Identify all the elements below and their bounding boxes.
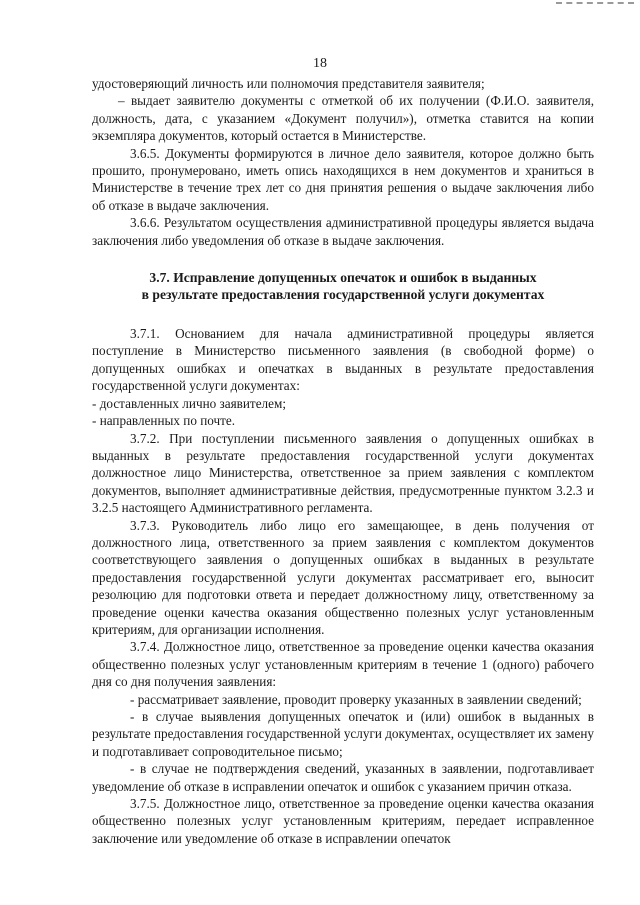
paragraph-3-7-3: 3.7.3. Руководитель либо лицо его замещающее, в день получения от должностного лица, ответственного за прием заявления с комплектом документов соответствующего заявления о допущенных ошибках в выданных в результате предоставления государственной услуги документах рассматривает его, выносит резолюцию для подготовки ответа и передает должностному лицу, ответственному за проведение оценки качества оказания общественно полезных услуг установленным критериям, для организации исполнения.: [92, 517, 594, 637]
paragraph-3-7-2: 3.7.2. При поступлении письменного заявления о допущенных ошибках в выданных в результате предоставления государственной услуги документах должностное лицо Министерства, ответственное за прием заявления с комплектом документов, выполняет административные действия, предусмотренные пунктом 3.2.3 и 3.2.5 настоящего Административного регламента.: [92, 430, 594, 516]
scan-corner-mark: [556, 2, 634, 6]
list-item: - направленных по почте.: [92, 413, 236, 429]
list-item: - в случае не подтверждения сведений, указанных в заявлении, подготавливает уведомление об отказе в исправлении опечаток и ошибок с указанием причин отказа.: [92, 761, 594, 794]
paragraph-continuation: удостоверяющий личность или полномочия представителя заявителя;: [92, 76, 485, 91]
paragraph-3-7-1: 3.7.1. Основанием для начала административной процедуры является поступление в Министерство письменного заявления (в свободной форме) о допущенных ошибках и опечатках в выданных в результате предоставления государственной услуги документах:: [92, 326, 594, 394]
list-item: - в случае выявления допущенных опечаток и (или) ошибок в выданных в результате предоставления государственной услуги документах, осуществляет их замену и подготавливает сопроводительное письмо;: [92, 709, 595, 759]
section-title-line-2: в результате предоставления государственной услуги документах: [141, 287, 545, 303]
paragraph-3-7-5: 3.7.5. Должностное лицо, ответственное за проведение оценки качества оказания общественно полезных услуг установленным критериям, передает исправленное заключение или уведомление об отказе в исправлении опечаток: [92, 796, 594, 846]
section-title: [92, 269, 594, 303]
paragraph-3-6-6: 3.6.6. Результатом осуществления административной процедуры является выдача заключения либо уведомления об отказе в выдаче заключения.: [92, 215, 594, 248]
paragraph-3-6-5: 3.6.5. Документы формируются в личное дело заявителя, которое должно быть прошито, пронумеровано, иметь опись находящихся в нем документов и храниться в Министерстве в течение трех лет со дня принятия решения о выдаче заключения либо об отказе в выдаче заключения.: [92, 145, 594, 213]
list-item: - рассматривает заявление, проводит проверку указанных в заявлении сведений;: [130, 691, 582, 707]
page-number: 18: [313, 56, 327, 71]
paragraph-issue-documents: – выдает заявителю документы с отметкой об их получении (Ф.И.О. заявителя, должность, дата, с указанием «Документ получил»), отметка ставится на копии экземпляра документов, который остается в Министерстве.: [92, 93, 594, 144]
paragraph-3-7-4: 3.7.4. Должностное лицо, ответственное за проведение оценки качества оказания общественно полезных услуг установленным критериям в течение 1 (одного) рабочего дня со дня получения заявления:: [92, 639, 594, 690]
list-item: - доставленных лично заявителем;: [92, 395, 286, 411]
document-body: [92, 75, 594, 847]
section-title-line-1: 3.7. Исправление допущенных опечаток и ошибок в выданных: [149, 270, 537, 286]
